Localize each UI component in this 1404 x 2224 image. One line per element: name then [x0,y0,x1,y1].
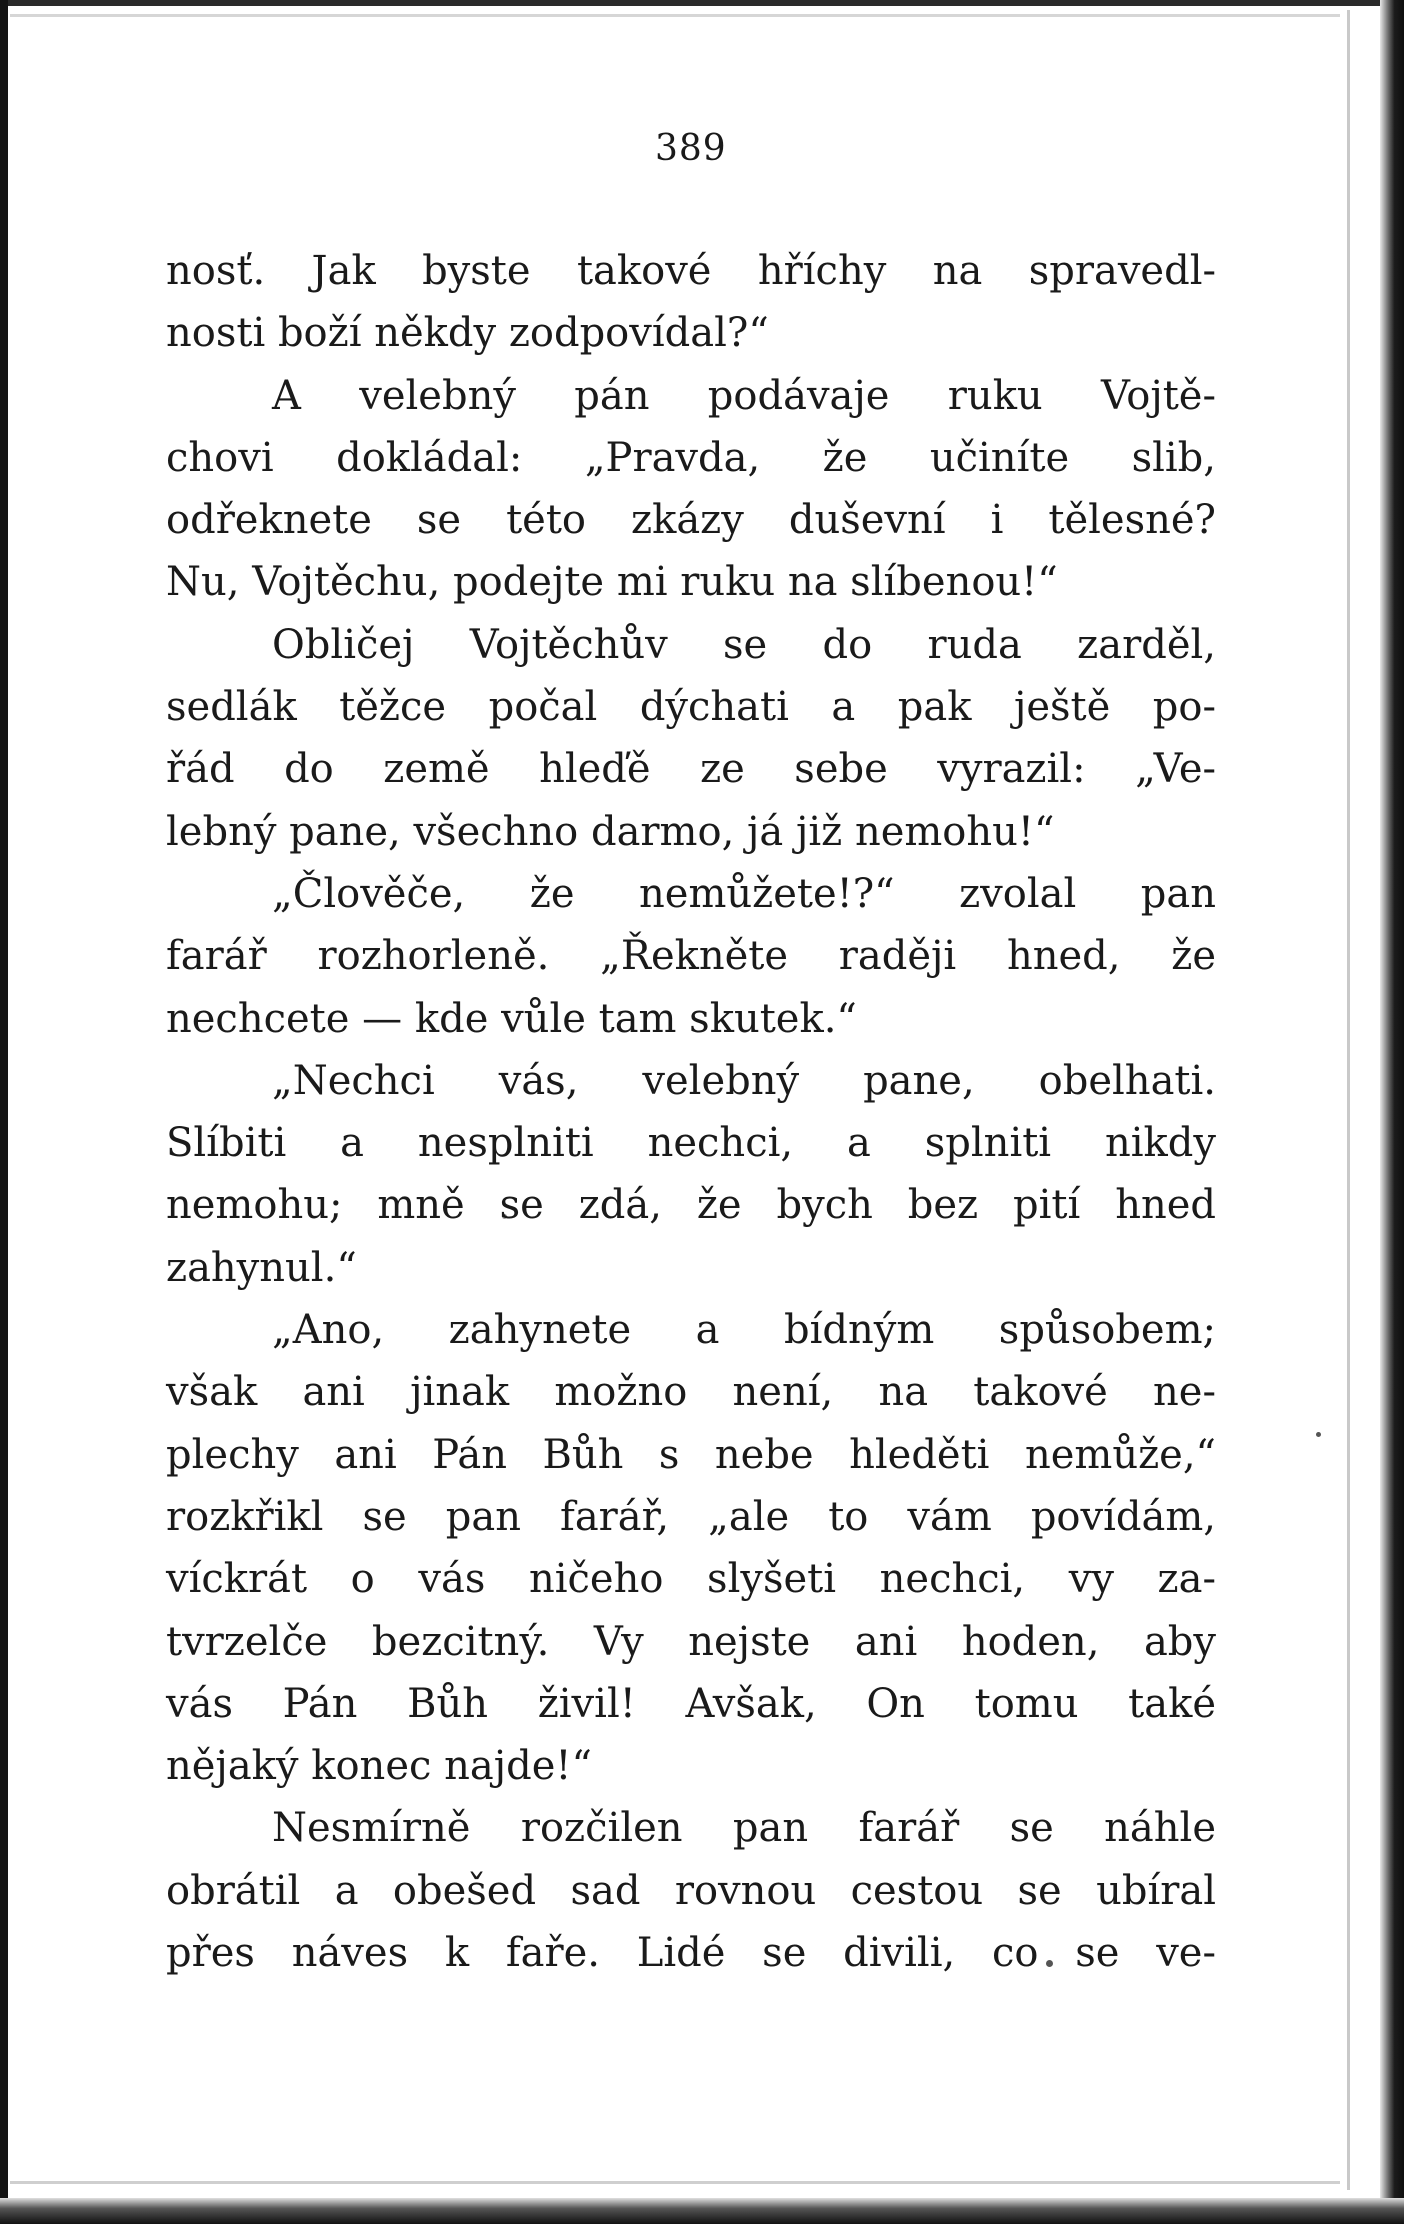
scan-border-top [0,0,1404,6]
text-line: plechy ani Pán Bůh s nebe hleděti nemůže,“ [166,1431,1216,1478]
text-line: chovi dokládal: „Pravda, že učiníte slib, [166,434,1216,481]
scan-border-right [1380,0,1404,2224]
text-line: Nesmírně rozčilen pan farář se náhle [272,1805,1216,1852]
scan-border-left [0,0,8,2224]
text-line: Nu, Vojtěchu, podejte mi ruku na slíbenou!“ [166,559,1058,606]
text-line: farář rozhorleně. „Řekněte raději hned, že [166,933,1216,980]
text-line: nosti boží někdy zodpovídal?“ [166,310,769,357]
text-line: nemohu; mně se zdá, že bych bez pití hned [166,1182,1216,1229]
scan-border-bottom [0,2198,1404,2224]
text-line: „Člověče, že nemůžete!?“ zvolal pan [272,870,1216,917]
text-line: „Nechci vás, velebný pane, obelhati. [272,1057,1216,1104]
text-line: obrátil a obešed sad rovnou cestou se ubíral [166,1867,1216,1914]
text-line: řád do země hleďě ze sebe vyrazil: „Ve- [166,746,1216,793]
text-line: A velebný pán podávaje ruku Vojtě- [272,372,1216,419]
text-line: vás Pán Bůh živil! Avšak, On tomu také [166,1680,1216,1727]
page-edge-bottom [10,2181,1340,2184]
text-line: však ani jinak možno není, na takové ne- [166,1369,1216,1416]
text-line: „Ano, zahynete a bídným spůsobem; [272,1307,1216,1354]
text-line: rozkřikl se pan farář, „ale to vám povídám, [166,1493,1216,1540]
text-line: sedlák těžce počal dýchati a pak ještě po- [166,684,1216,731]
text-line: přes náves k faře. Lidé se divili, co se ve- [166,1930,1216,1977]
text-line: odřeknete se této zkázy duševní i tělesné? [166,497,1216,544]
page-edge-top [10,14,1340,17]
text-line: nosť. Jak byste takové hříchy na spravedl- [166,248,1216,294]
page-edge-right [1347,10,1350,2190]
text-line: nechcete — kde vůle tam skutek.“ [166,995,857,1042]
text-line: tvrzelče bezcitný. Vy nejste ani hoden, aby [166,1618,1216,1665]
text-line: zahynul.“ [166,1244,357,1291]
text-line: víckrát o vás ničeho slyšeti nechci, vy za- [166,1556,1216,1603]
text-line: nějaký konec najde!“ [166,1743,592,1790]
text-line: Obličej Vojtěchův se do ruda zarděl, [272,621,1216,668]
text-line: lebný pane, všechno darmo, já již nemohu!“ [166,808,1055,855]
scan-speck [1316,1432,1321,1437]
page-number: 389 [655,128,727,169]
body-text [166,240,1216,1984]
text-line: Slíbiti a nesplniti nechci, a splniti nikdy [166,1120,1216,1167]
